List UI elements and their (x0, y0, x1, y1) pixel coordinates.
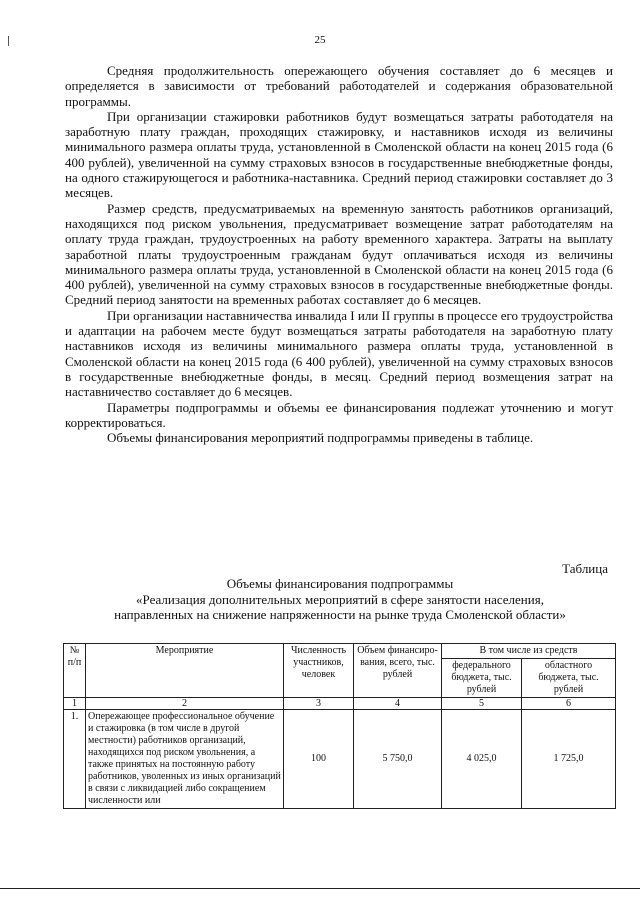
paragraph: При организации стажировки работников будут возмещаться затраты работодателя на заработную плату граждан, проходящих стажировку, и наставников исходя из величины минимального размера оплаты труда, установленной в Смоленской области на конец 2015 года (6 400 рублей), увеличенной на сумму страховых взносов в государственные внебюджетные фонды, на одного стажирующегося и работника-наставника. Средний период стажировки составляет до 3 месяцев. (65, 108, 613, 201)
header-volume: Объем финансиро-вания, всего, тыс. рублей (354, 644, 442, 698)
row-participants: 100 (284, 710, 354, 809)
bottom-rule (0, 888, 640, 889)
header-including: В том числе из средств (442, 644, 616, 659)
paragraph: Параметры подпрограммы и объемы ее финансирования подлежат уточнению и могут корректироваться. (65, 399, 613, 430)
header-regional: областного бюджета, тыс. рублей (522, 659, 616, 698)
column-number: 5 (442, 698, 522, 710)
row-federal: 4 025,0 (442, 710, 522, 809)
page-number: 25 (314, 34, 326, 46)
table-title-line: направленных на снижение напряженности на рынке труда Смоленской области» (114, 607, 566, 622)
paragraph: Объемы финансирования мероприятий подпрограммы приведены в таблице. (107, 430, 534, 446)
column-number: 2 (86, 698, 284, 710)
column-number: 1 (64, 698, 86, 710)
body-text (65, 63, 613, 445)
table-title-line: «Реализация дополнительных мероприятий в сфере занятости населения, (136, 591, 544, 607)
header-activity: Мероприятие (86, 644, 284, 698)
paragraph: Размер средств, предусматриваемых на временную занятость работников организаций, находящихся под риском увольнения, предусматривает возмещение затрат работодателям на оплату труда граждан, трудоустроенных на работу временного характера. Затраты на выплату заработной платы трудоустроенным гражданам будут оплачиваться исходя из величины минимального размера оплаты труда, установленной в Смоленской области на конец 2015 года (6 400 рублей), увеличенной на сумму страховых взносов в государственные внебюджетные фонды. Средний период занятости на временных работах составляет до 6 месяцев. (65, 200, 613, 308)
column-number: 6 (522, 698, 616, 710)
row-activity: Опережающее профессиональное обучение и стажировка (в том числе в другой местности) работников организаций, находящихся под риском увольнения, а также принятых на постоянную работу работников, уволенных из иных организаций в связи с ликвидацией либо сокращением численности или (86, 710, 284, 809)
row-regional: 1 725,0 (522, 710, 616, 809)
header-num: № п/п (64, 644, 86, 698)
table-title-line: Объемы финансирования подпрограммы (226, 576, 454, 591)
paragraph: Средняя продолжительность опережающего обучения составляет до 6 месяцев и определяется в зависимости от требований работодателей и содержания образовательной программы. (65, 63, 613, 109)
paragraph: При организации наставничества инвалида I или II группы в процессе его трудоустройства и адаптации на рабочем месте будут возмещаться затраты работодателя на заработную плату наставников исходя из величины минимального размера оплаты труда, установленной в Смоленской области на конец 2015 года (6 400 рублей), увеличенной на сумму страховых взносов в государственные внебюджетные фонды, в месяц. Средний период возмещения затрат на наставничество составляет до 6 месяцев. (65, 307, 613, 400)
table-label: Таблица (562, 561, 608, 576)
column-number: 4 (354, 698, 442, 710)
header-participants: Численность участников, человек (284, 644, 354, 698)
table-row (64, 710, 616, 809)
column-number: 3 (284, 698, 354, 710)
row-volume: 5 750,0 (354, 710, 442, 809)
financing-table (63, 643, 616, 809)
table-title (65, 576, 615, 623)
row-number: 1. (64, 710, 86, 809)
header-federal: федерального бюджета, тыс. рублей (442, 659, 522, 698)
